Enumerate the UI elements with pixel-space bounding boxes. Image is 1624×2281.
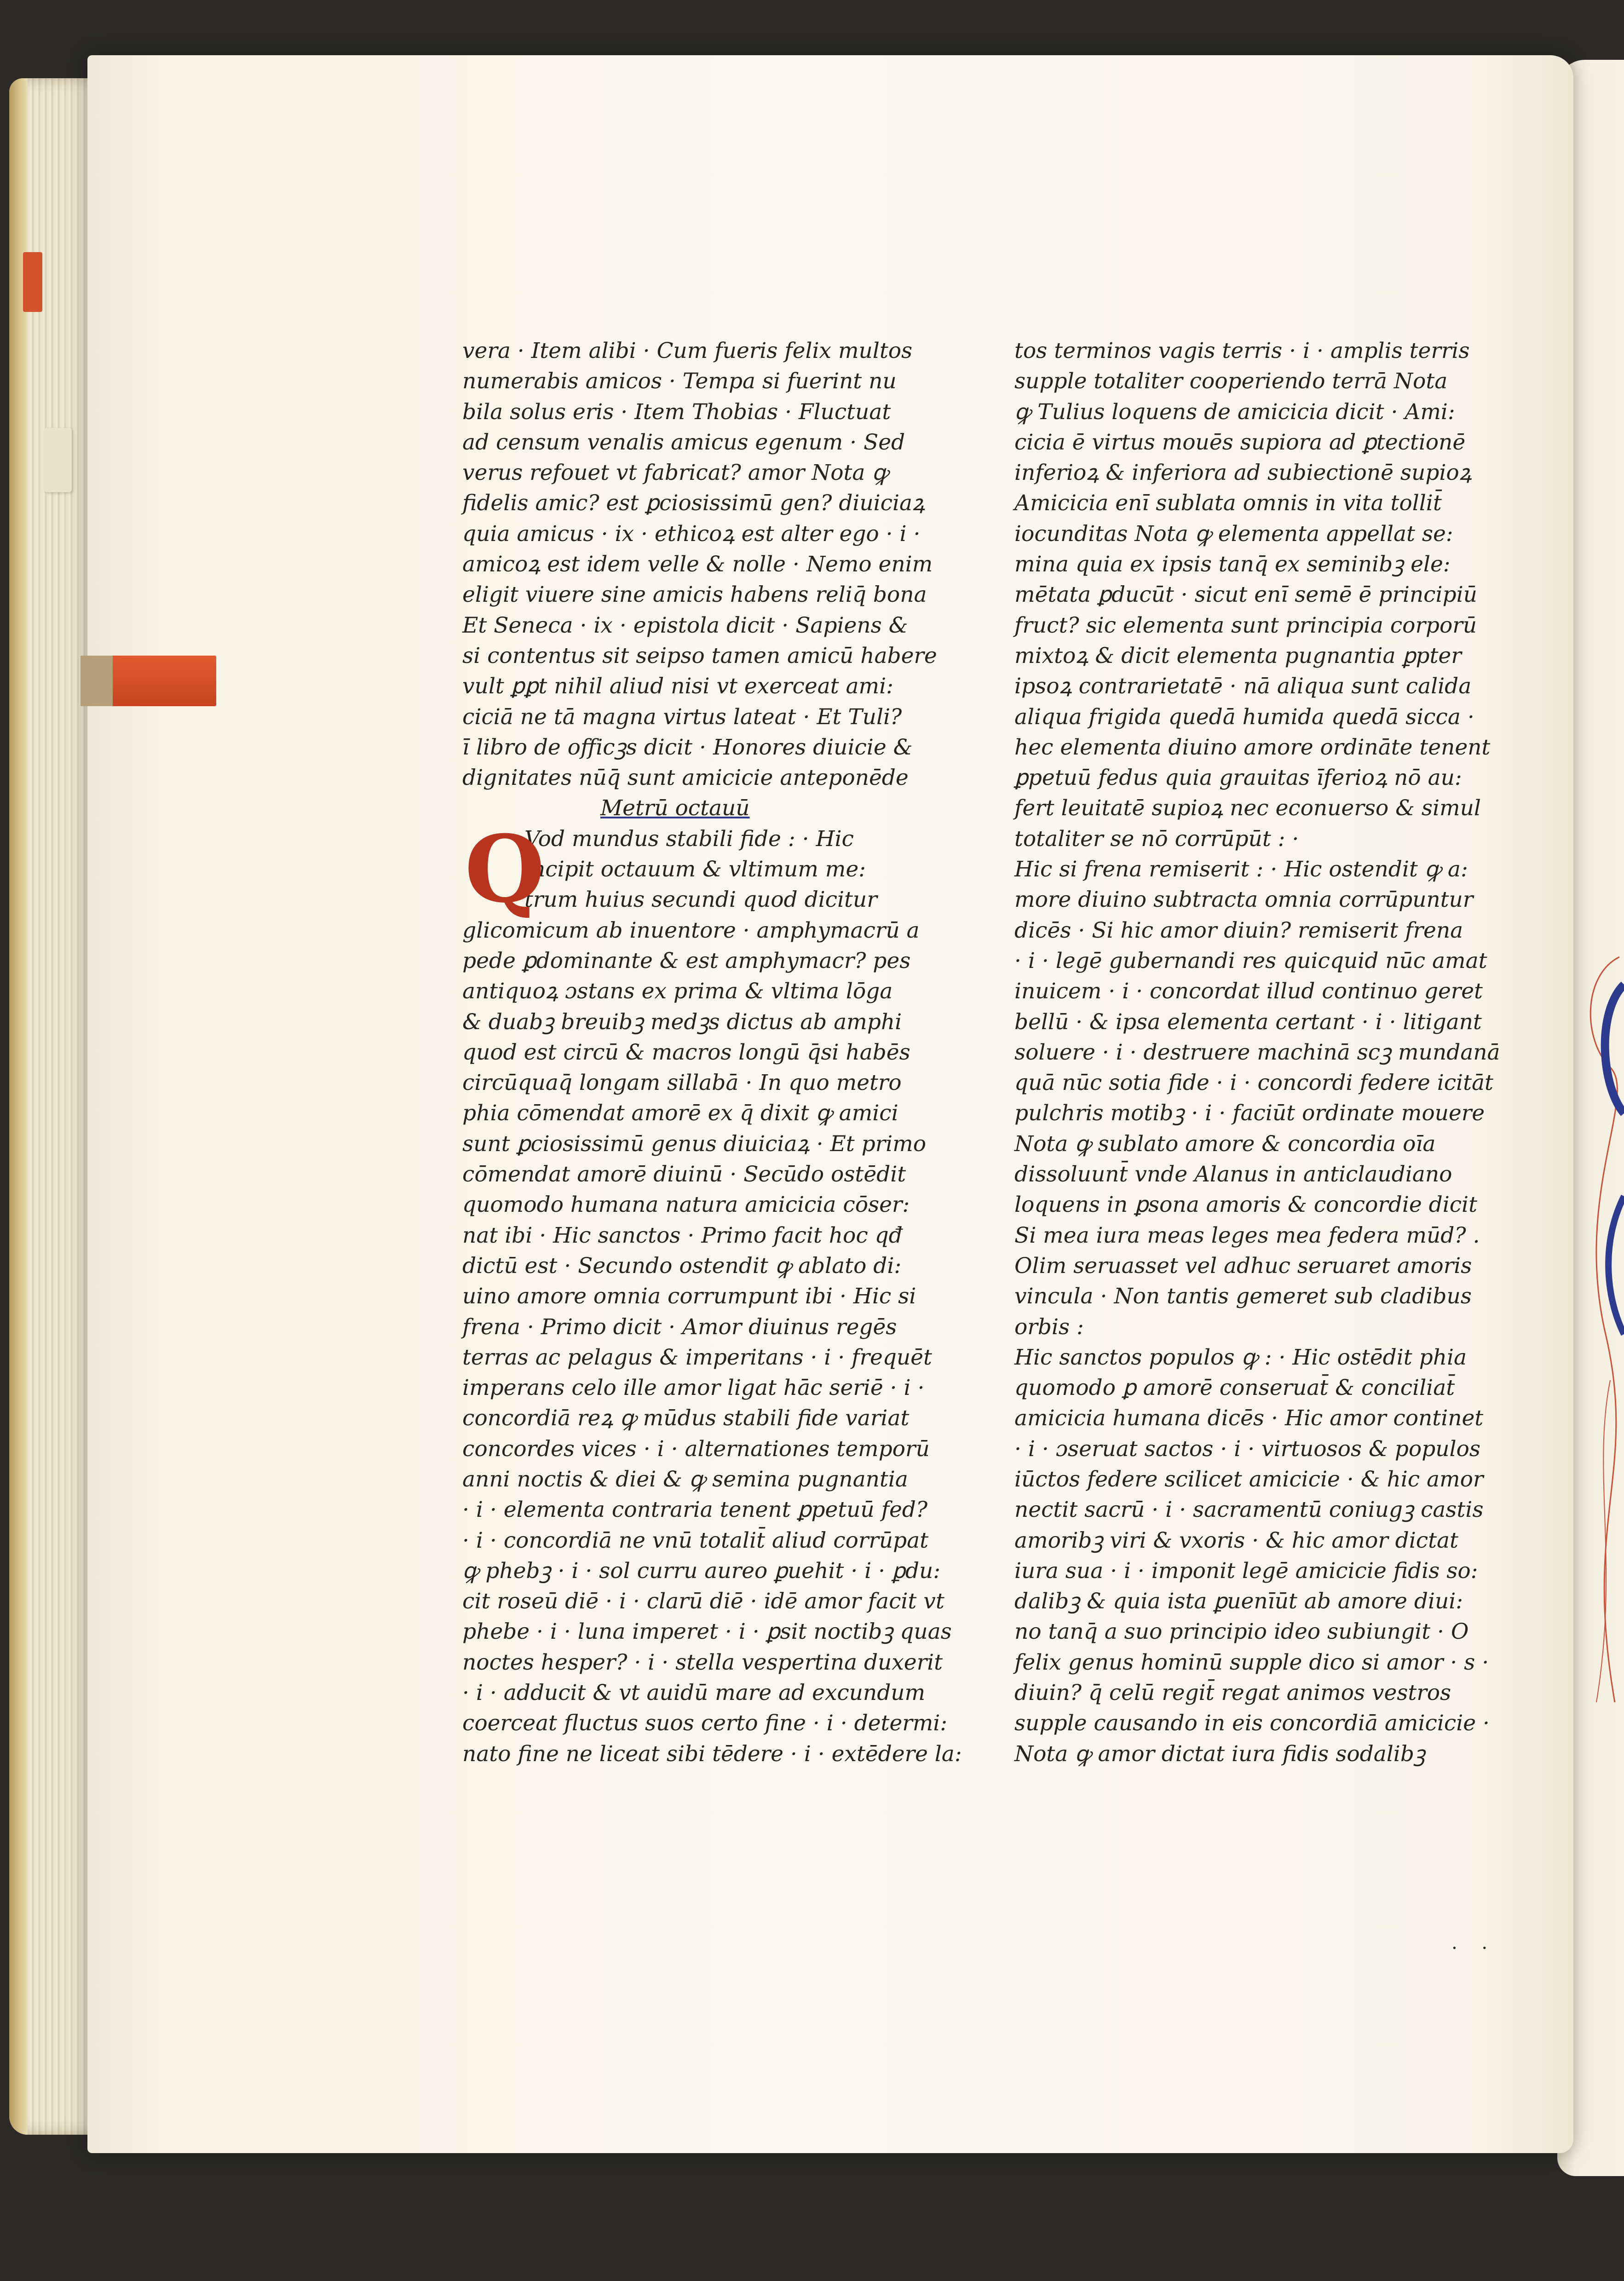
left-text-column xyxy=(462,336,962,1769)
text-line: mētata ꝑducūt · sicut enī semē ē principiū xyxy=(1014,582,1477,608)
text-line: diuin? q̄ celū regit̄ regat animos vestros xyxy=(1014,1680,1451,1706)
text-line: quia amicus · ix · ethicoꝝ est alter ego · i · xyxy=(462,521,921,547)
text-line: si contentus sit seipso tamen amicū habere xyxy=(462,643,937,668)
text-line: anni noctis & diei & ꝙ semina pugnantia xyxy=(462,1466,908,1492)
text-line: inuicem · i · concordat illud continuo geret xyxy=(1014,979,1483,1004)
right-text-column xyxy=(1014,336,1500,1769)
text-line: felix genus hominū supple dico si amor · s · xyxy=(1014,1649,1489,1675)
text-line: iura sua · i · imponit legē amicicie fidis so: xyxy=(1014,1558,1478,1584)
text-line: · i · ɔseruat sactos · i · virtuosos & populos xyxy=(1014,1436,1480,1462)
text-line: verus refouet vt fabricat? amor Nota ꝙ xyxy=(462,460,888,486)
text-line: orbis : xyxy=(1014,1314,1084,1340)
text-line: aliqua frigida quedā humida quedā sicca · xyxy=(1014,704,1474,730)
text-line: iocunditas Nota ꝙ elementa appellat se: xyxy=(1014,521,1453,547)
text-line: Hic si frena remiserit : · Hic ostendit ꝙ a: xyxy=(1014,857,1468,882)
text-line: cit roseū diē · i · clarū diē · idē amor facit vt xyxy=(462,1589,944,1614)
text-line: uino amore omnia corrumpunt ibi · Hic si xyxy=(462,1284,916,1309)
text-line: bellū · & ipsa elementa certant · i · litigant xyxy=(1014,1009,1482,1035)
text-line: & duabꝫ breuibꝫ medꝫs dictus ab amphi xyxy=(462,1009,902,1035)
text-line: loquens in ꝑsona amoris & concordie dicit xyxy=(1014,1192,1477,1218)
text-line: fidelis amic? est ꝑciosissimū gen? diuiciaꝝ xyxy=(462,490,925,516)
text-line: ꝙ Tulius loquens de amicicia dicit · Ami: xyxy=(1014,399,1455,425)
text-line: hec elementa diuino amore ordināte tenent xyxy=(1014,734,1491,760)
text-line: phia cōmendat amorē ex q̄ dixit ꝙ amici xyxy=(462,1100,898,1126)
text-line: dissoluunt̄ vnde Alanus in anticlaudiano xyxy=(1014,1162,1452,1187)
text-line: sunt ꝑciosissimū genus diuiciaꝝ · Et primo xyxy=(462,1131,927,1157)
text-line: cicia ē virtus mouēs supiora ad ꝑtectionē xyxy=(1014,429,1466,455)
text-line: glicomicum ab inuentore · amphymacrū a xyxy=(462,917,920,943)
text-line: fruct? sic elementa sunt principia corporū xyxy=(1014,612,1477,638)
text-line: phebe · i · luna imperet · i · ꝑsit noctibꝫ quas xyxy=(462,1619,952,1645)
text-line: dalibꝫ & quia ista ꝑuenīūt ab amore diui: xyxy=(1014,1589,1463,1614)
text-line: nat ibi · Hic sanctos · Primo facit hoc qđ xyxy=(462,1222,903,1248)
text-line: supple causando in eis concordiā amicicie · xyxy=(1014,1711,1490,1736)
text-line: eligit viuere sine amicis habens reliq̄ bona xyxy=(462,582,927,608)
text-line: frena · Primo dicit · Amor diuinus regēs xyxy=(462,1314,897,1340)
text-line: no tanq̄ a suo principio ideo subiungit · O xyxy=(1014,1619,1469,1645)
text-line: concordes vices · i · alternationes temporū xyxy=(462,1436,930,1462)
text-line: totaliter se nō corrūpūt : · xyxy=(1014,826,1299,852)
text-line: ī libro de officꝫs dicit · Honores diuicie & xyxy=(462,734,913,760)
text-line: imperans celo ille amor ligat hāc seriē · i · xyxy=(462,1375,925,1401)
text-line: iūctos federe scilicet amicicie · & hic amor xyxy=(1014,1466,1484,1492)
text-line: antiquoꝝ ɔstans ex prima & vltima lōga xyxy=(462,979,893,1004)
text-line: dicēs · Si hic amor diuin? remiserit frena xyxy=(1014,917,1463,943)
text-line: quomodo ꝑ amorē conseruat̄ & conciliat̄ xyxy=(1014,1375,1455,1401)
text-line: nectit sacrū · i · sacramentū coniugꝫ castis xyxy=(1014,1497,1484,1523)
text-line: amicoꝝ est idem velle & nolle · Nemo enim xyxy=(462,552,933,577)
page-marker-band xyxy=(81,656,113,706)
facing-page-flourish xyxy=(1555,920,1624,1840)
text-line: pulchris motibꝫ · i · faciūt ordinate mouere xyxy=(1014,1100,1485,1126)
text-line: concordiā reꝝ ꝙ mūdus stabili fide variat xyxy=(462,1405,910,1431)
text-line: vera · Item alibi · Cum fueris felix multos xyxy=(462,338,913,363)
text-line: incipit octauum & vltimum me: xyxy=(524,857,866,882)
text-line: Hic sanctos populos ꝙ : · Hic ostēdit phia xyxy=(1014,1344,1467,1370)
text-line: quod est circū & macros longū q̄si habēs xyxy=(462,1039,910,1065)
text-line: amoribꝫ viri & vxoris · & hic amor dictat xyxy=(1014,1527,1458,1553)
text-line: · i · legē gubernandi res quicquid nūc amat xyxy=(1014,948,1487,973)
text-line: · i · adducit & vt auidū mare ad excundum xyxy=(462,1680,926,1706)
text-line: dignitates nūq̄ sunt amicicie anteponēde xyxy=(462,765,909,791)
initial-q-capital: Q xyxy=(465,815,545,923)
text-line: more diuino subtracta omnia corrūpuntur xyxy=(1014,887,1474,913)
text-line: soluere · i · destruere machinā scꝫ mundanā xyxy=(1014,1039,1500,1065)
text-line: vincula · Non tantis gemeret sub cladibus xyxy=(1014,1284,1472,1309)
text-line: terras ac pelagus & imperitans · i · frequēt xyxy=(462,1344,932,1370)
text-line: dictū est · Secundo ostendit ꝙ ablato di: xyxy=(462,1253,902,1279)
text-line: ciciā ne tā magna virtus lateat · Et Tuli? xyxy=(462,704,902,730)
text-line: quā nūc sotia fide · i · concordi federe icitāt xyxy=(1014,1070,1493,1096)
text-line: fert leuitatē supioꝝ nec econuerso & simul xyxy=(1014,795,1481,821)
text-line: Nota ꝙ sublato amore & concordia oīa xyxy=(1014,1131,1436,1157)
text-line: trum huius secundi quod dicitur xyxy=(524,887,877,913)
page-tab-vellum xyxy=(44,428,72,492)
text-line: pede ꝑdominante & est amphymacr? pes xyxy=(462,948,911,973)
text-line: mixtoꝝ & dicit elementa pugnantia ꝑpter xyxy=(1014,643,1462,668)
text-line: Vod mundus stabili fide : · Hic xyxy=(524,826,854,852)
text-line: inferioꝝ & inferiora ad subiectionē supioꝝ xyxy=(1014,460,1472,486)
heading-text: Metrū octauū xyxy=(600,795,750,821)
text-line: noctes hesper? · i · stella vespertina duxerit xyxy=(462,1649,943,1675)
text-line: ꝙ phebꝫ · i · sol curru aureo ꝑuehit · i · ꝑdu: xyxy=(462,1558,941,1584)
text-line: bila solus eris · Item Thobias · Fluctuat xyxy=(462,399,891,425)
text-line: ipsoꝝ contrarietatē · nā aliqua sunt calida xyxy=(1014,674,1472,699)
text-line: · i · elementa contraria tenent ꝑpetuū fed? xyxy=(462,1497,928,1523)
text-line: numerabis amicos · Tempa si fuerint nu xyxy=(462,369,897,394)
text-line: ad censum venalis amicus egenum · Sed xyxy=(462,429,905,455)
text-line: mina quia ex ipsis tanq̄ ex seminibꝫ ele: xyxy=(1014,552,1451,577)
gilt-page-edge xyxy=(9,78,28,2135)
text-line: cōmendat amorē diuinū · Secūdo ostēdit xyxy=(462,1162,906,1187)
text-line: Amicicia enī sublata omnis in vita tollit̄ xyxy=(1014,490,1442,516)
text-line: circūquaq̄ longam sillabā · In quo metro xyxy=(462,1070,902,1096)
text-line: Nota ꝙ amor dictat iura fidis sodalibꝫ xyxy=(1014,1741,1425,1767)
text-line: · i · concordiā ne vnū totalit̄ aliud corrūpat xyxy=(462,1527,929,1553)
text-line: coerceat fluctus suos certo fine · i · determi: xyxy=(462,1711,948,1736)
text-line: ꝑpetuū fedus quia grauitas īferioꝝ nō au: xyxy=(1014,765,1462,791)
text-line: Et Seneca · ix · epistola dicit · Sapiens & xyxy=(462,612,908,638)
text-line: nato fine ne liceat sibi tēdere · i · extēdere la: xyxy=(462,1741,962,1767)
text-line: amicicia humana dicēs · Hic amor continet xyxy=(1014,1405,1484,1431)
page-dots: . . xyxy=(1451,1932,1497,1953)
page-tab-red xyxy=(23,252,42,312)
text-line: supple totaliter cooperiendo terrā Nota xyxy=(1014,369,1448,394)
text-line: vult ꝑꝑt nihil aliud nisi vt exerceat ami: xyxy=(462,674,893,699)
text-line: Olim seruasset vel adhuc seruaret amoris xyxy=(1014,1253,1472,1279)
text-line: quomodo humana natura amicicia cōser: xyxy=(462,1192,910,1218)
text-line: tos terminos vagis terris · i · amplis terris xyxy=(1014,338,1470,363)
text-line: Si mea iura meas leges mea federa mūd? . xyxy=(1014,1222,1480,1248)
